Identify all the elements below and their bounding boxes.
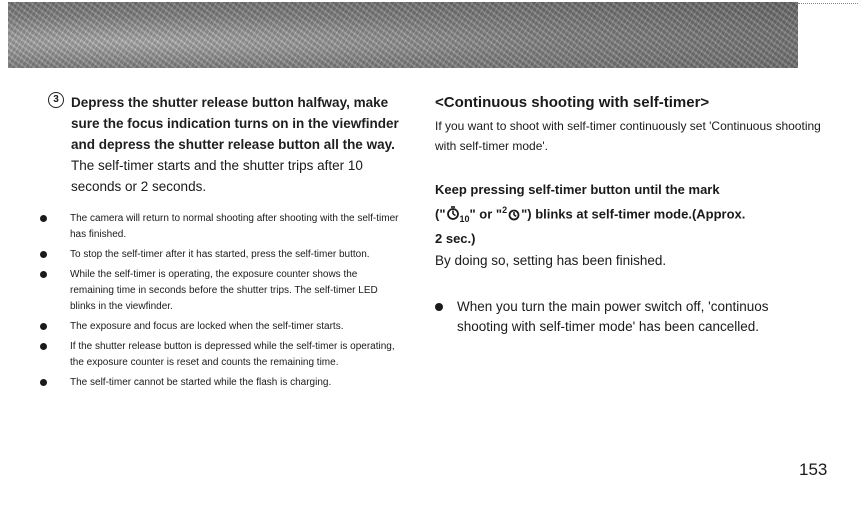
bullet-icon [40,323,47,330]
intro-text: If you want to shoot with self-timer continuously set 'Continuous shooting with self-timer mode'. [435,119,821,153]
bullet-icon [40,343,47,350]
self-timer-icon [446,205,460,221]
list-item-text: The self-timer cannot be started while the flash is charging. [70,377,332,388]
note-text: By doing so, setting has been finished. [435,252,667,268]
emphasis-line-1: Keep pressing self-timer button until the mark [435,182,720,197]
section-title: <Continuous shooting with self-timer> [435,94,710,111]
list-item-text: If the shutter release button is depressed while the self-timer is operating, the exposure counter is reset and counts the remaining time. [70,341,395,368]
right-column [435,93,835,338]
bullet-icon [40,271,47,278]
open-quote: (" [435,206,446,222]
timer-10-label: 10 [459,213,470,224]
step-instruction: Depress the shutter release button halfway, make sure the focus indication turns on in the viewfinder and depress the shutter release button all the way. [71,95,399,152]
list-item [40,375,400,391]
list-item-text: The exposure and focus are locked when the self-timer starts. [70,321,344,332]
emphasis-line-2 [435,200,835,229]
list-item [40,247,400,263]
bullet-icon [40,379,47,386]
top-dotted-rule [798,3,858,4]
list-item-text: When you turn the main power switch off, 'continuos shooting with self-timer mode' has been cancelled. [457,298,769,335]
notes-list [40,211,400,391]
header-photo-band [8,2,798,68]
list-item [435,297,802,338]
emphasis-line-3: 2 sec.) [435,230,476,246]
list-item [40,319,400,335]
bullet-icon [40,215,47,222]
emphasis-instruction [435,180,835,249]
page-number: 153 [799,460,828,479]
list-item-text: To stop the self-timer after it has started, press the self-timer button. [70,249,370,260]
emphasis-tail: ") blinks at self-timer mode.(Approx. [521,206,746,222]
step-3 [48,92,408,197]
step-result: The self-timer starts and the shutter trips after 10 seconds or 2 seconds. [71,158,363,194]
list-item [40,339,400,371]
bullet-icon [40,251,47,258]
list-item [40,267,400,315]
or-text: " or " [469,206,503,222]
list-item-text: While the self-timer is operating, the exposure counter shows the remaining time in seconds before the shutter trips. The self-timer LED blinks in the viewfinder. [70,269,378,312]
timer-2-label: 2 [502,205,508,215]
left-column [48,92,408,395]
right-notes-list [435,297,835,338]
step-number-circle: 3 [48,92,64,108]
self-timer-2sec-icon [507,205,521,221]
list-item [40,211,400,243]
list-item-text: The camera will return to normal shooting after shooting with the self-timer has finished. [70,213,399,240]
bullet-icon [435,303,443,311]
